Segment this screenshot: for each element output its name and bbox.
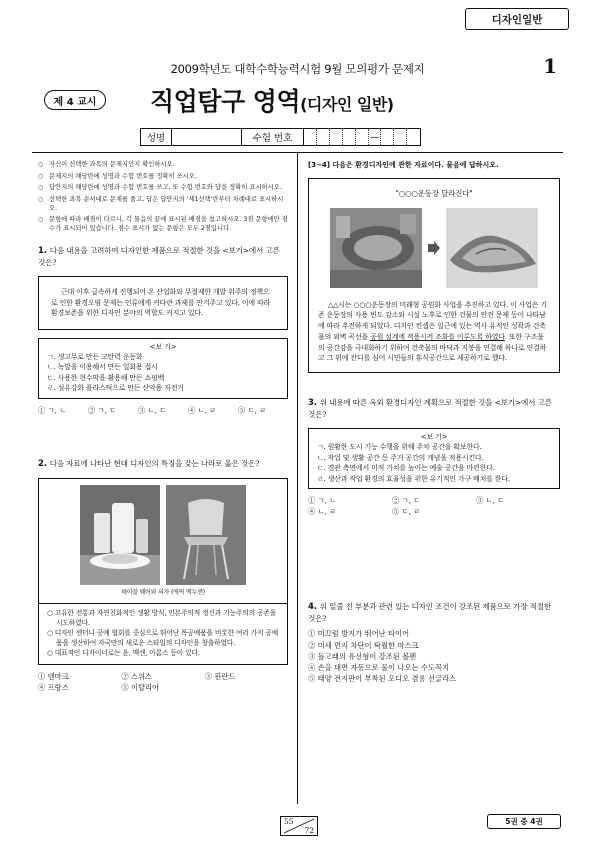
answer-option[interactable]: ⑤ ㄷ, ㄹ: [238, 405, 267, 415]
bogi-item: ㄷ. 사용한 현수막을 활용해 만든 쇼핑백: [47, 373, 165, 382]
question-number: 4.: [308, 602, 317, 613]
bogi-title: <보 기>: [149, 342, 177, 351]
answer-option[interactable]: ⑤ ㄷ, ㄹ: [392, 507, 421, 517]
q34-material-box: [308, 178, 560, 373]
exam-number-label: 수험 번호: [242, 128, 304, 146]
instruction-item: ○ 자신이 선택한 과목의 문제지인지 확인하시오.: [38, 160, 288, 169]
subject-main: 직업탐구 영역: [150, 87, 301, 116]
bogi-item: ㄴ. 녹말을 이용해서 만든 일회용 접시: [47, 363, 158, 371]
question-number: 3.: [308, 398, 317, 409]
bogi-item: ㄴ. 작업 및 생활 공간 등 주거 공간의 개념을 적용시킨다.: [317, 453, 484, 462]
instruction-item: ○ 문제지의 해당란에 성명과 수험 번호를 정확히 쓰시오.: [38, 172, 288, 181]
q2-photos: [47, 485, 279, 585]
figure-caption: 테이블 웨어와 의자 (에릭 맥누센): [121, 588, 205, 596]
exam-number-dash: —: [369, 129, 381, 145]
answer-option[interactable]: ② ㄱ, ㄷ: [88, 405, 117, 415]
answer-option[interactable]: ② 스위스: [121, 672, 153, 681]
article-body: △△시는 ○○○운동장의 미래형 공원화 사업을 추진하고 있다. 이 사업은 기존 운동장의 사용 빈도 감소와 시설 노후로 인한 건물의 안전 문제 등이 나타남에 따라 추진하게 되었다. 디자인 컨셉은 일근에 있는 역사 유적인 성곽과 건축물의 외벽 곡선을 공원 설계에 적용시켜 조화를 이루도록 하였다. 또한 구조물의 공간감을 극대화하기 위하여 건축물의 바닥과 지붕을 연결해 하나로 연결하고 그 위에 잔디를 심어 시민들의 휴식공간으로 제공하기로 했다.: [318, 300, 547, 363]
bogi-item: ㄹ. 생산과 작업 환경의 효율성을 위한 유기적인 가구 배치를 한다.: [317, 474, 510, 483]
q2-figure-box: [38, 478, 288, 666]
stadium-after-render: [446, 208, 538, 288]
bogi-item: ㄱ. 생고무로 만든 고탄력 운동화: [47, 352, 143, 361]
question-stem: 다음 자료에 나타난 현대 디자인의 특징을 갖는 나라로 옳은 것은?: [49, 458, 260, 468]
fraction-bottom: 72: [304, 826, 314, 835]
question-number: 1.: [38, 246, 47, 256]
answer-option[interactable]: ④ ㄴ, ㄹ: [308, 507, 337, 517]
question-1: [38, 245, 288, 268]
answer-option[interactable]: ① ㄱ, ㄴ: [308, 496, 337, 506]
subject-corner-label: 디자인일반: [465, 8, 569, 30]
arrow-right-icon: [428, 241, 440, 255]
instruction-item: ○ 문항에 따라 배점이 다르니, 각 물음의 끝에 표시된 배점을 참고하시오. 3점 문항에만 점수가 표시되어 있습니다. 점수 표시가 없는 문항은 모두 2점입니다.: [38, 215, 288, 233]
instruction-item: ○ 답안지의 해당란에 성명과 수험 번호를 쓰고, 또 수험 번호와 답을 정확히 표시하시오.: [38, 183, 288, 192]
answer-option[interactable]: ④ 손을 대면 자동으로 물이 나오는 수도꼭지: [308, 663, 450, 673]
bogi-title: <보 기>: [420, 433, 448, 442]
question-4: [308, 601, 560, 624]
underlined-phrase: 공원 설계에 적용시켜 조화를 이루도록 하였다: [370, 332, 505, 341]
exam-title: 2009학년도 대학수학능력시험 9월 모의평가 문제지: [170, 62, 425, 76]
left-column: [38, 160, 288, 693]
answer-option[interactable]: ③ ㄴ, ㄷ: [476, 496, 505, 506]
instructions-list: [38, 160, 288, 233]
answer-option[interactable]: ① 미끄럼 방지가 뛰어난 타이어: [308, 629, 410, 639]
answer-option[interactable]: ② ㄱ, ㄷ: [392, 496, 421, 506]
article-headline: "○○○운동장 달라진다": [395, 189, 473, 198]
q2-point: ○ 디자인 센터나 공예 협회를 중심으로 뛰어난 목공예품을 비롯한 여러 가지 공예품을 생산하여 자국만의 새로운 스타일의 디자인을 창출하였다.: [47, 629, 279, 647]
answer-option[interactable]: ③ 돌고래의 유선형이 강조된 볼펜: [308, 651, 417, 661]
answer-option[interactable]: ⑤ 이탈리아: [121, 683, 160, 692]
page-number: 1: [543, 54, 557, 78]
q2-point: ○ 고유한 전통과 자연친화적인 생활 방식, 인본주의적 정신과 기능주의의 공존을 시도하였다.: [47, 609, 277, 627]
answer-option[interactable]: ⑤ 태양 전지판이 부착된 오디오 겸용 선글라스: [308, 674, 457, 684]
right-column: [308, 160, 560, 685]
q1-passage: 근대 이후 급속하게 진행되어 온 산업화와 무절제한 개발 위주의 정책으로 인한 환경오염 문제는 인류에게 커다란 과제를 안겨주고 있다. 이에 따라 환경보존을 위한 디자인 분야의 역할도 커지고 있다.: [38, 276, 288, 330]
answer-option[interactable]: ③ ㄴ, ㄷ: [138, 405, 167, 415]
question-stem: 다음 내용을 고려하여 디자인한 제품으로 적절한 것을 <보기>에서 고른 것은?: [38, 246, 280, 267]
subject-sub: (디자인 일반): [300, 95, 394, 114]
question-2: [38, 458, 288, 470]
name-label: 성명: [140, 128, 172, 146]
chair-photo: [166, 485, 246, 585]
q2-point: ○ 대표적인 디자이너로는 윤, 멕센, 아롬스 등이 있다.: [47, 649, 200, 657]
volume-label: 5권 중 4권: [487, 814, 561, 829]
question-stem: 위 밑줄 친 부분과 관련 있는 디자인 조건이 강조된 제품으로 가장 적절한 것은?: [308, 602, 552, 624]
subject-title: [150, 82, 394, 118]
question-stem: 위 내용에 따른 옥외 환경디자인 계획으로 적절한 것을 <보기>에서 고른 것은?: [308, 398, 552, 420]
candidate-id-row: [140, 128, 421, 146]
period-badge: 제 4 교시: [44, 90, 106, 110]
question-number: 2.: [38, 458, 47, 469]
q2-options: [38, 671, 288, 693]
answer-option[interactable]: ④ ㄴ, ㄹ: [188, 405, 217, 415]
question-3: [308, 397, 560, 420]
answer-option[interactable]: ① 덴마크: [38, 672, 69, 681]
answer-option[interactable]: ① ㄱ, ㄴ: [38, 405, 67, 415]
instruction-item: ○ 선택한 과목 순서대로 문제를 풀고, 답은 답안지의 '제1선택'란부터 차례대로 표시하시오.: [38, 195, 288, 213]
q1-bogi-box: [38, 338, 288, 399]
bogi-item: ㄱ. 원활한 도시 기능 수행을 위해 주차 공간을 확보한다.: [317, 443, 482, 452]
q3-options: [308, 495, 560, 517]
answer-option[interactable]: ③ 핀란드: [204, 672, 236, 681]
q3-bogi-box: [308, 428, 560, 489]
tableware-photo: [80, 485, 160, 585]
fraction-top: 55: [284, 817, 294, 826]
q4-options: [308, 628, 560, 684]
answer-option[interactable]: ② 미세 먼지 차단이 탁월한 마스크: [308, 640, 419, 650]
name-field[interactable]: [172, 128, 242, 146]
q2-points: [39, 603, 287, 658]
column-divider: [297, 152, 298, 804]
bogi-item: ㄹ. 섬유강화 플라스틱으로 만든 산악용 자전거: [47, 384, 184, 392]
stadium-images: [318, 208, 550, 288]
stadium-before-photo: [330, 208, 422, 288]
bogi-item: ㄷ. 경관 측면에서 미적 가치를 높이는 예술 공간을 마련한다.: [317, 464, 495, 473]
page-fraction: [280, 816, 318, 836]
exam-number-field[interactable]: [304, 128, 421, 146]
q34-intro: [3~4] 다음은 환경디자인에 관한 자료이다. 물음에 답하시오.: [308, 161, 499, 169]
answer-option[interactable]: ④ 프랑스: [38, 683, 69, 692]
q1-options: [38, 405, 288, 416]
